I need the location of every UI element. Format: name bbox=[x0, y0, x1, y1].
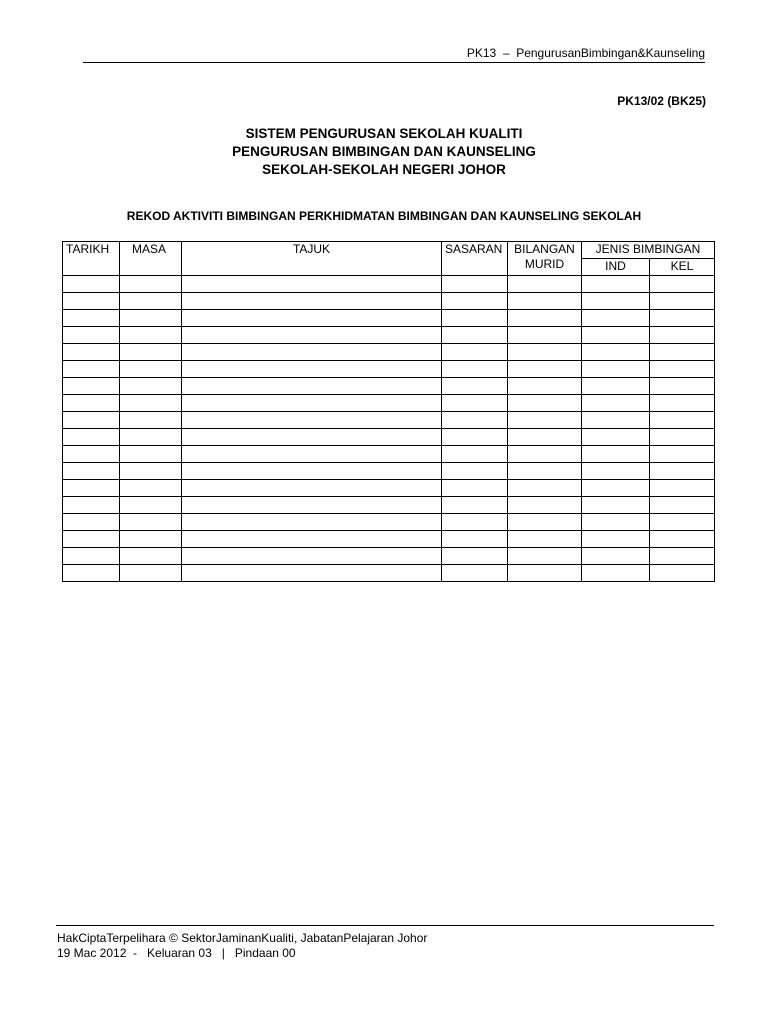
cell-tajuk[interactable] bbox=[182, 497, 442, 514]
table-row bbox=[63, 446, 715, 463]
cell-tajuk[interactable] bbox=[182, 378, 442, 395]
cell-sasaran[interactable] bbox=[442, 480, 508, 497]
cell-kel[interactable] bbox=[650, 395, 715, 412]
cell-bilangan[interactable] bbox=[508, 395, 582, 412]
col-header-tarikh: TARIKH bbox=[63, 242, 120, 276]
col-header-tajuk: TAJUK bbox=[182, 242, 442, 276]
cell-tarikh[interactable] bbox=[63, 497, 120, 514]
cell-kel[interactable] bbox=[650, 276, 715, 293]
cell-ind[interactable] bbox=[582, 429, 650, 446]
cell-bilangan[interactable] bbox=[508, 565, 582, 582]
cell-masa[interactable] bbox=[120, 514, 182, 531]
cell-masa[interactable] bbox=[120, 378, 182, 395]
record-title: REKOD AKTIVITI BIMBINGAN PERKHIDMATAN BIMBINGAN DAN KAUNSELING SEKOLAH bbox=[126, 209, 642, 223]
cell-tarikh[interactable] bbox=[63, 395, 120, 412]
cell-tajuk[interactable] bbox=[182, 276, 442, 293]
cell-ind[interactable] bbox=[582, 310, 650, 327]
cell-tajuk[interactable] bbox=[182, 446, 442, 463]
cell-masa[interactable] bbox=[120, 344, 182, 361]
cell-bilangan[interactable] bbox=[508, 463, 582, 480]
table-row bbox=[63, 497, 715, 514]
cell-kel[interactable] bbox=[650, 497, 715, 514]
cell-ind[interactable] bbox=[582, 293, 650, 310]
cell-ind[interactable] bbox=[582, 446, 650, 463]
cell-ind[interactable] bbox=[582, 361, 650, 378]
footer-rule bbox=[56, 925, 714, 926]
document-code: PK13/02 (BK25) bbox=[617, 94, 706, 108]
cell-sasaran[interactable] bbox=[442, 565, 508, 582]
table-row bbox=[63, 378, 715, 395]
cell-ind[interactable] bbox=[582, 327, 650, 344]
cell-ind[interactable] bbox=[582, 412, 650, 429]
table-row bbox=[63, 310, 715, 327]
cell-masa[interactable] bbox=[120, 446, 182, 463]
cell-tajuk[interactable] bbox=[182, 327, 442, 344]
cell-tajuk[interactable] bbox=[182, 565, 442, 582]
cell-sasaran[interactable] bbox=[442, 395, 508, 412]
cell-kel[interactable] bbox=[650, 327, 715, 344]
cell-kel[interactable] bbox=[650, 344, 715, 361]
col-header-masa: MASA bbox=[120, 242, 182, 276]
header-text: PK13 – PengurusanBimbingan&Kaunseling bbox=[466, 46, 705, 60]
cell-tarikh[interactable] bbox=[63, 412, 120, 429]
title-line-2: PENGURUSAN BIMBINGAN DAN KAUNSELING bbox=[232, 144, 536, 159]
document-titles bbox=[0, 125, 768, 179]
cell-kel[interactable] bbox=[650, 548, 715, 565]
cell-sasaran[interactable] bbox=[442, 463, 508, 480]
bilangan-label: BILANGAN bbox=[514, 242, 575, 256]
col-header-ind: IND bbox=[582, 259, 650, 276]
table-row bbox=[63, 293, 715, 310]
cell-ind[interactable] bbox=[582, 531, 650, 548]
cell-ind[interactable] bbox=[582, 276, 650, 293]
cell-ind[interactable] bbox=[582, 565, 650, 582]
cell-tajuk[interactable] bbox=[182, 361, 442, 378]
footer-copyright: HakCiptaTerpelihara © SektorJaminanKualiti, JabatanPelajaran Johor bbox=[57, 931, 428, 945]
cell-tajuk[interactable] bbox=[182, 412, 442, 429]
cell-bilangan[interactable] bbox=[508, 378, 582, 395]
record-table-body bbox=[63, 276, 715, 582]
murid-label: MURID bbox=[524, 257, 565, 271]
col-header-kel: KEL bbox=[650, 259, 715, 276]
cell-bilangan[interactable] bbox=[508, 514, 582, 531]
cell-masa[interactable] bbox=[120, 412, 182, 429]
cell-ind[interactable] bbox=[582, 514, 650, 531]
cell-kel[interactable] bbox=[650, 531, 715, 548]
cell-kel[interactable] bbox=[650, 463, 715, 480]
cell-masa[interactable] bbox=[120, 565, 182, 582]
cell-sasaran[interactable] bbox=[442, 361, 508, 378]
table-row bbox=[63, 480, 715, 497]
cell-kel[interactable] bbox=[650, 361, 715, 378]
cell-sasaran[interactable] bbox=[442, 429, 508, 446]
cell-kel[interactable] bbox=[650, 293, 715, 310]
table-row bbox=[63, 395, 715, 412]
cell-ind[interactable] bbox=[582, 463, 650, 480]
col-header-jenis-bimbingan: JENIS BIMBINGAN bbox=[582, 242, 715, 259]
table-row bbox=[63, 412, 715, 429]
cell-masa[interactable] bbox=[120, 548, 182, 565]
cell-sasaran[interactable] bbox=[442, 344, 508, 361]
cell-tarikh[interactable] bbox=[63, 361, 120, 378]
footer bbox=[57, 931, 427, 961]
col-header-sasaran: SASARAN bbox=[442, 242, 508, 276]
cell-bilangan[interactable] bbox=[508, 412, 582, 429]
cell-ind[interactable] bbox=[582, 395, 650, 412]
cell-sasaran[interactable] bbox=[442, 514, 508, 531]
cell-tarikh[interactable] bbox=[63, 344, 120, 361]
cell-bilangan[interactable] bbox=[508, 361, 582, 378]
cell-masa[interactable] bbox=[120, 429, 182, 446]
cell-kel[interactable] bbox=[650, 378, 715, 395]
cell-bilangan[interactable] bbox=[508, 276, 582, 293]
cell-tarikh[interactable] bbox=[63, 327, 120, 344]
cell-tarikh[interactable] bbox=[63, 463, 120, 480]
cell-kel[interactable] bbox=[650, 412, 715, 429]
cell-tajuk[interactable] bbox=[182, 310, 442, 327]
cell-tarikh[interactable] bbox=[63, 276, 120, 293]
title-line-3: SEKOLAH-SEKOLAH NEGERI JOHOR bbox=[262, 162, 506, 177]
cell-tajuk[interactable] bbox=[182, 531, 442, 548]
cell-bilangan[interactable] bbox=[508, 429, 582, 446]
cell-bilangan[interactable] bbox=[508, 344, 582, 361]
table-row bbox=[63, 344, 715, 361]
cell-bilangan[interactable] bbox=[508, 548, 582, 565]
cell-tarikh[interactable] bbox=[63, 514, 120, 531]
cell-kel[interactable] bbox=[650, 446, 715, 463]
cell-bilangan[interactable] bbox=[508, 310, 582, 327]
footer-issue-info: 19 Mac 2012 - Keluaran 03 | Pindaan 00 bbox=[57, 946, 296, 960]
table-row bbox=[63, 565, 715, 582]
cell-sasaran[interactable] bbox=[442, 276, 508, 293]
table-row bbox=[63, 361, 715, 378]
table-row bbox=[63, 548, 715, 565]
cell-ind[interactable] bbox=[582, 344, 650, 361]
cell-tarikh[interactable] bbox=[63, 293, 120, 310]
cell-tarikh[interactable] bbox=[63, 531, 120, 548]
cell-ind[interactable] bbox=[582, 378, 650, 395]
title-line-1: SISTEM PENGURUSAN SEKOLAH KUALITI bbox=[245, 126, 523, 141]
cell-tarikh[interactable] bbox=[63, 480, 120, 497]
cell-bilangan[interactable] bbox=[508, 480, 582, 497]
cell-sasaran[interactable] bbox=[442, 446, 508, 463]
cell-bilangan[interactable] bbox=[508, 293, 582, 310]
cell-masa[interactable] bbox=[120, 395, 182, 412]
cell-sasaran[interactable] bbox=[442, 531, 508, 548]
table-row bbox=[63, 276, 715, 293]
table-row bbox=[63, 463, 715, 480]
cell-tajuk[interactable] bbox=[182, 480, 442, 497]
cell-bilangan[interactable] bbox=[508, 531, 582, 548]
table-row bbox=[63, 429, 715, 446]
cell-masa[interactable] bbox=[120, 531, 182, 548]
cell-masa[interactable] bbox=[120, 463, 182, 480]
cell-sasaran[interactable] bbox=[442, 310, 508, 327]
cell-kel[interactable] bbox=[650, 429, 715, 446]
cell-tajuk[interactable] bbox=[182, 463, 442, 480]
cell-masa[interactable] bbox=[120, 276, 182, 293]
cell-masa[interactable] bbox=[120, 293, 182, 310]
table-row bbox=[63, 531, 715, 548]
cell-kel[interactable] bbox=[650, 565, 715, 582]
cell-masa[interactable] bbox=[120, 327, 182, 344]
cell-kel[interactable] bbox=[650, 310, 715, 327]
cell-ind[interactable] bbox=[582, 480, 650, 497]
cell-tajuk[interactable] bbox=[182, 293, 442, 310]
cell-masa[interactable] bbox=[120, 361, 182, 378]
cell-tarikh[interactable] bbox=[63, 429, 120, 446]
cell-sasaran[interactable] bbox=[442, 412, 508, 429]
table-row bbox=[63, 327, 715, 344]
cell-tajuk[interactable] bbox=[182, 514, 442, 531]
cell-tarikh[interactable] bbox=[63, 548, 120, 565]
table-row bbox=[63, 514, 715, 531]
cell-kel[interactable] bbox=[650, 480, 715, 497]
cell-tajuk[interactable] bbox=[182, 395, 442, 412]
cell-tajuk[interactable] bbox=[182, 548, 442, 565]
cell-sasaran[interactable] bbox=[442, 548, 508, 565]
cell-bilangan[interactable] bbox=[508, 497, 582, 514]
cell-tarikh[interactable] bbox=[63, 378, 120, 395]
cell-masa[interactable] bbox=[120, 497, 182, 514]
cell-sasaran[interactable] bbox=[442, 378, 508, 395]
col-header-bilangan-murid bbox=[508, 242, 582, 276]
cell-kel[interactable] bbox=[650, 514, 715, 531]
cell-sasaran[interactable] bbox=[442, 327, 508, 344]
cell-bilangan[interactable] bbox=[508, 446, 582, 463]
cell-ind[interactable] bbox=[582, 497, 650, 514]
cell-ind[interactable] bbox=[582, 548, 650, 565]
cell-tarikh[interactable] bbox=[63, 310, 120, 327]
cell-tarikh[interactable] bbox=[63, 446, 120, 463]
cell-sasaran[interactable] bbox=[442, 497, 508, 514]
cell-tarikh[interactable] bbox=[63, 565, 120, 582]
cell-sasaran[interactable] bbox=[442, 293, 508, 310]
record-table bbox=[62, 241, 715, 582]
header-rule bbox=[83, 62, 705, 63]
cell-masa[interactable] bbox=[120, 480, 182, 497]
cell-tajuk[interactable] bbox=[182, 429, 442, 446]
cell-masa[interactable] bbox=[120, 310, 182, 327]
cell-bilangan[interactable] bbox=[508, 327, 582, 344]
cell-tajuk[interactable] bbox=[182, 344, 442, 361]
